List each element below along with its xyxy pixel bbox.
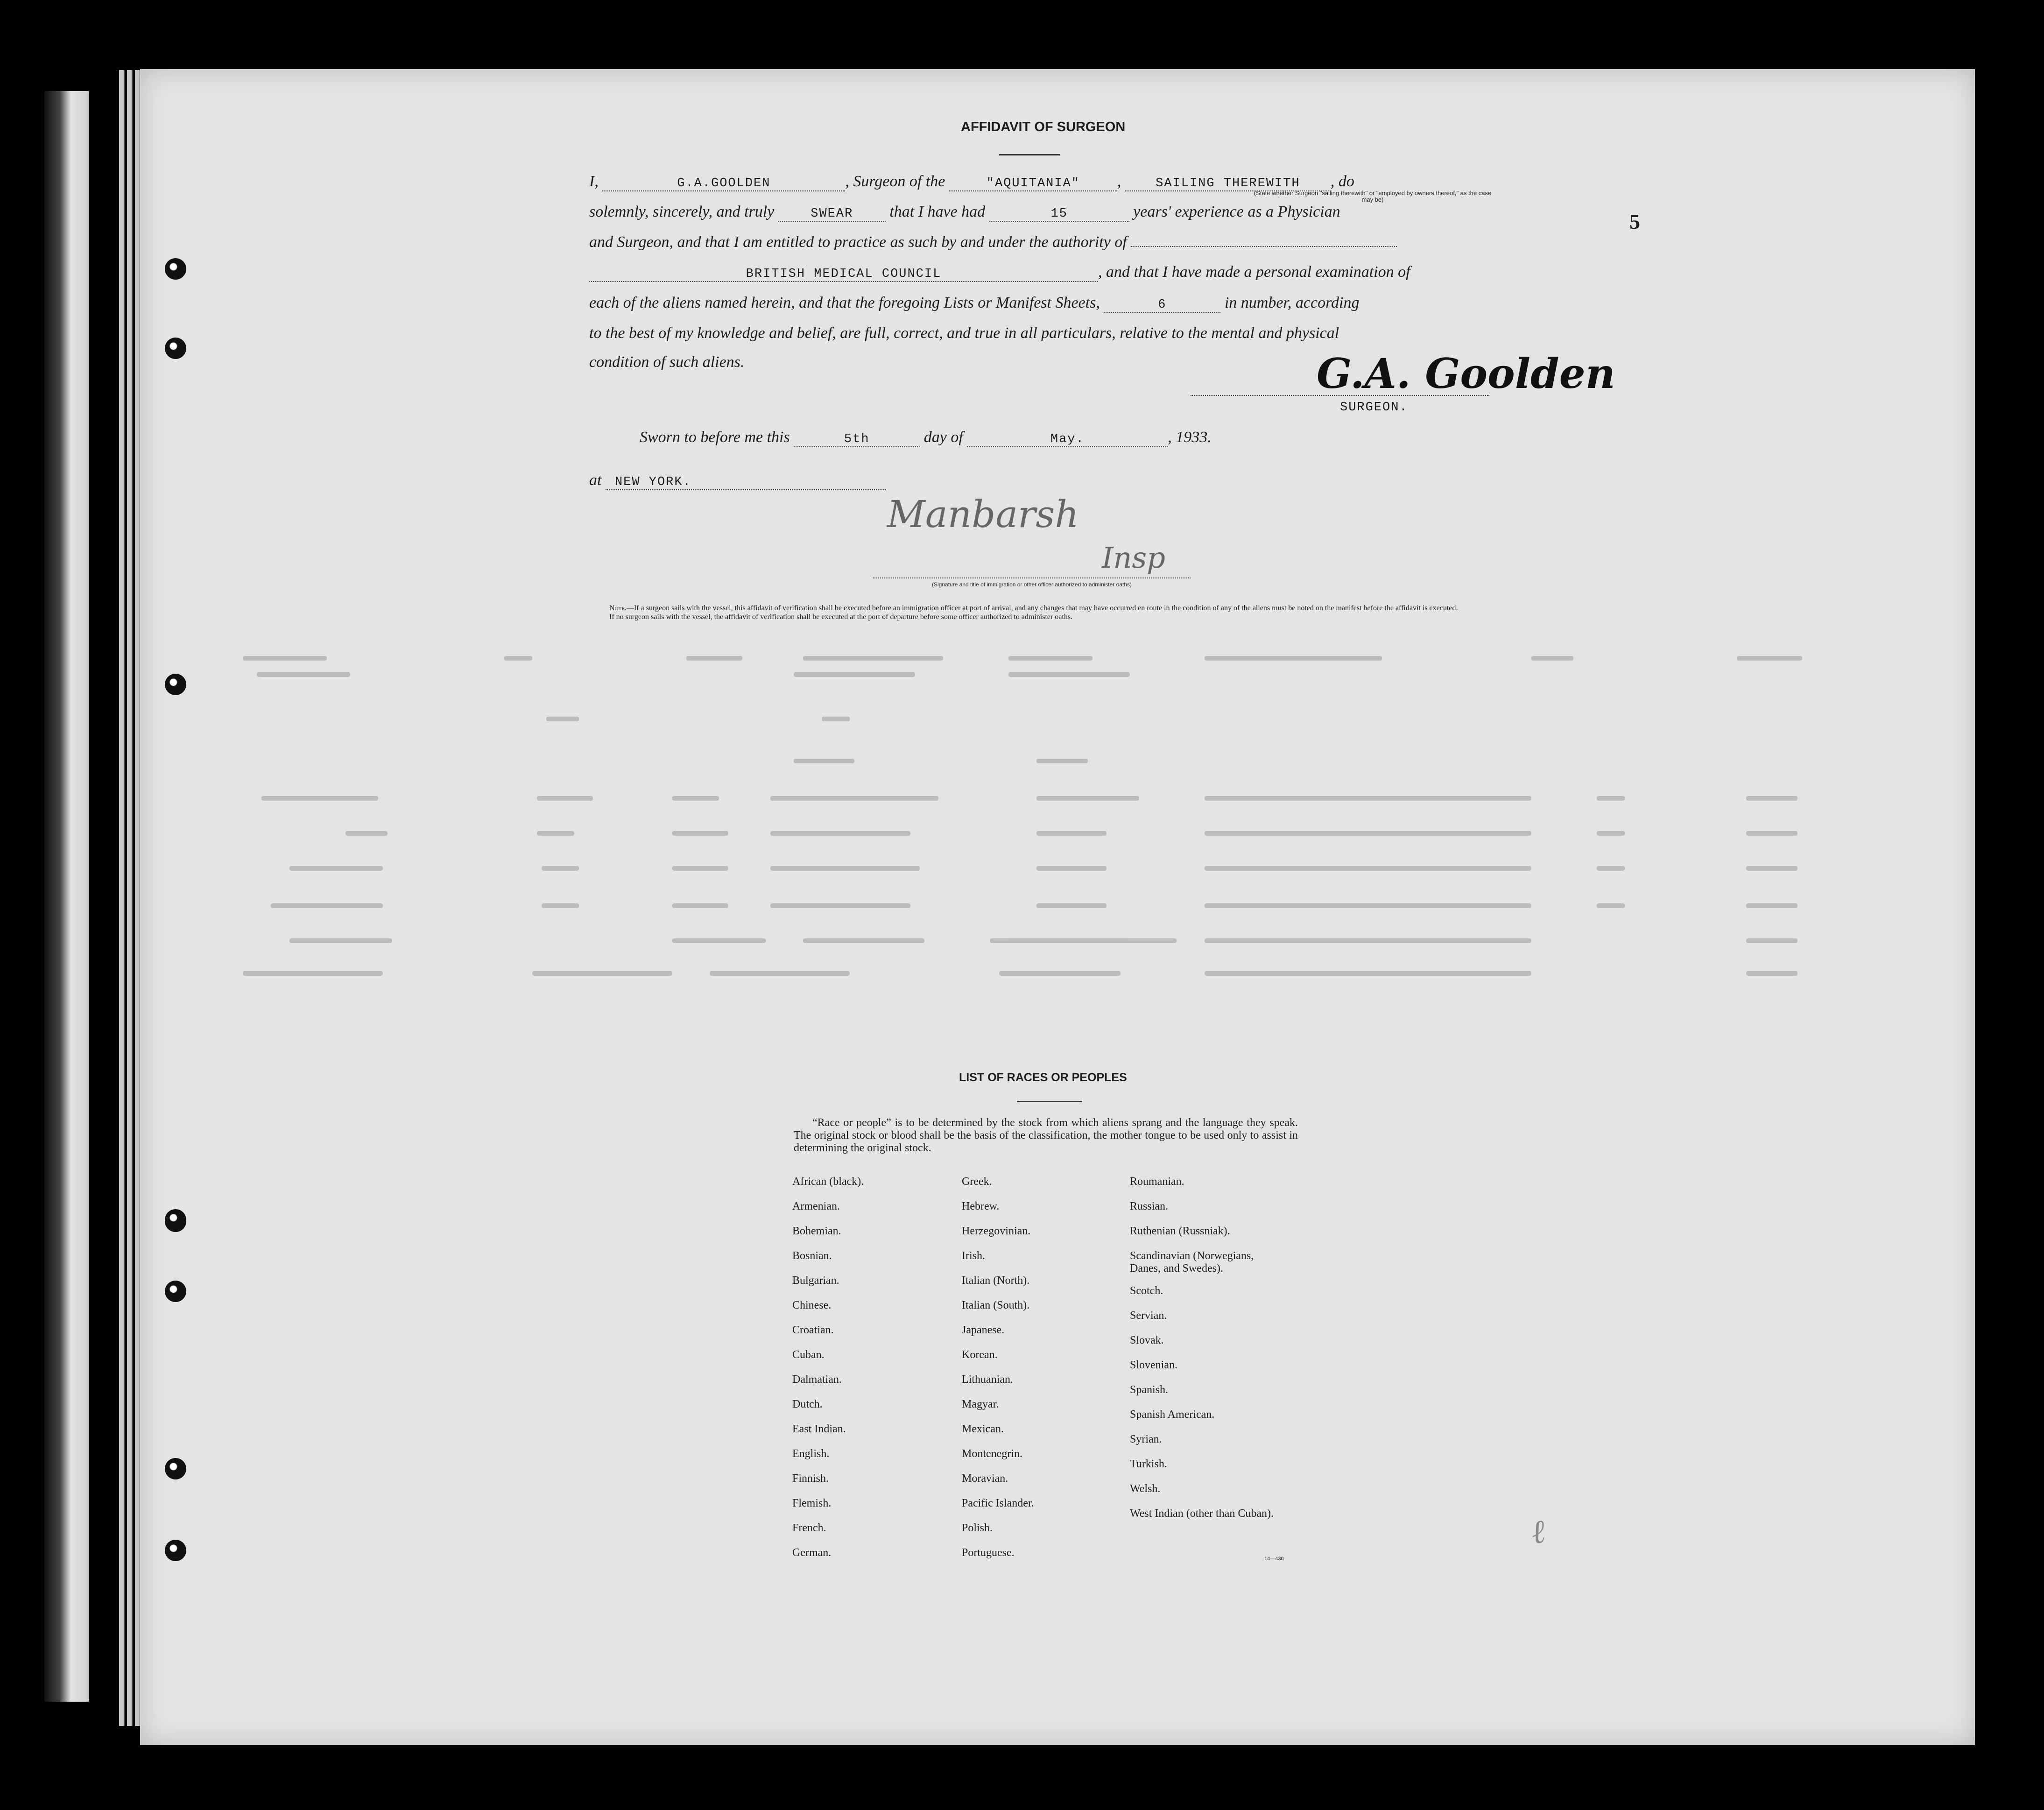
title-rule (999, 154, 1060, 155)
race-item: English. (792, 1448, 830, 1460)
race-item: Moravian. (962, 1472, 1008, 1485)
punch-hole (165, 1458, 186, 1479)
race-item: Hebrew. (962, 1200, 1000, 1212)
race-item: Scotch. (1130, 1285, 1163, 1297)
race-item: Bulgarian. (792, 1275, 839, 1287)
races-column-2 (962, 1176, 1034, 1571)
race-item: Portuguese. (962, 1547, 1015, 1559)
race-item: Spanish. (1130, 1384, 1169, 1396)
race-item: Bohemian. (792, 1225, 841, 1237)
race-item: Servian. (1130, 1310, 1167, 1322)
sheets-field: 6 (1104, 298, 1220, 313)
race-item: Magyar. (962, 1398, 999, 1410)
oath-field: SWEAR (778, 207, 886, 222)
surgeon-signature-line (1191, 395, 1489, 396)
race-item: Ruthenian (Russniak). (1130, 1225, 1230, 1237)
race-item: German. (792, 1547, 832, 1559)
affidavit-line-6: to the best of my knowledge and belief, are full, correct, and true in all particulars, relative to the mental and physical (589, 324, 1339, 342)
race-item: Italian (North). (962, 1275, 1030, 1287)
race-item: Polish. (962, 1522, 993, 1534)
race-item: Scandinavian (Norwegians, Danes, and Swedes). (1130, 1250, 1254, 1275)
sworn-month-field: May. (967, 432, 1168, 447)
punch-hole (165, 674, 186, 695)
page-number: 5 (1629, 210, 1640, 233)
affidavit-line-5: each of the aliens named herein, and that the foregoing Lists or Manifest Sheets, 6 in number, according (589, 294, 1360, 312)
surgeon-name-field: G.A.GOOLDEN (602, 176, 845, 191)
surgeon-status-field: SAILING THEREWITH (1125, 176, 1331, 191)
punch-hole (165, 1540, 186, 1561)
punch-hole (165, 1209, 186, 1231)
race-item: Japanese. (962, 1324, 1005, 1336)
race-item: Mexican. (962, 1423, 1004, 1435)
race-item: Dalmatian. (792, 1373, 842, 1386)
race-item: Herzegovinian. (962, 1225, 1031, 1237)
bleed-through-rows (243, 647, 1821, 983)
affidavit-line-1: I, G.A.GOOLDEN , Surgeon of the "AQUITANIA" , SAILING THEREWITH , do (589, 173, 1354, 190)
race-item: Lithuanian. (962, 1373, 1013, 1386)
race-item: Russian. (1130, 1200, 1169, 1212)
races-column-1 (792, 1176, 864, 1571)
surgeon-signature: G.A. Goolden (1317, 349, 1615, 398)
affidavit-note: Note.—If a surgeon sails with the vessel, this affidavit of verification shall be executed before an immigration officer at port of arrival, and any changes that may have occurred en route in the condition of any of the aliens must be noted on the manifest before the affidavit is executed. If no surgeon sails with the vessel, the affidavit of verification shall be executed at the port of departure before some officer authorized to administer oaths. (609, 604, 1458, 621)
affidavit-line-2: solemnly, sincerely, and truly SWEAR that I have had 15 years' experience as a Physician (589, 203, 1340, 221)
race-item: Italian (South). (962, 1299, 1030, 1311)
affidavit-line-7: condition of such aliens. (589, 353, 745, 371)
affidavit-title: AFFIDAVIT OF SURGEON (961, 120, 1126, 134)
race-item: French. (792, 1522, 826, 1534)
binder-edge (44, 91, 89, 1702)
race-item: Armenian. (792, 1200, 840, 1212)
race-item: Turkish. (1130, 1458, 1167, 1470)
race-item: Irish. (962, 1250, 985, 1262)
race-item: Syrian. (1130, 1433, 1162, 1445)
page-edge (119, 70, 125, 1726)
form-number: 14—430 (1264, 1556, 1284, 1562)
punch-hole (165, 1281, 186, 1302)
officer-signature: Manbarsh (887, 493, 1079, 536)
sworn-line: Sworn to before me this 5th day of May. , 1933. (640, 429, 1212, 446)
race-item: Spanish American. (1130, 1409, 1215, 1421)
race-item: Slovak. (1130, 1334, 1164, 1346)
race-item: Croatian. (792, 1324, 834, 1336)
affidavit-line-3: and Surgeon, and that I am entitled to practice as such by and under the authority of (589, 233, 1397, 251)
officer-caption: (Signature and title of immigration or other officer authorized to administer oaths) (932, 581, 1132, 588)
races-intro: “Race or people” is to be determined by the stock from which aliens sprang and the language they speak. The original stock or blood shall be the basis of the classification, the mother tongue to be used only to assist in determining the original stock. (794, 1117, 1298, 1154)
pencil-mark: ℓ (1529, 1512, 1548, 1552)
race-item: Montenegrin. (962, 1448, 1022, 1460)
race-item: Finnish. (792, 1472, 829, 1485)
authority-blank (1131, 246, 1397, 247)
race-item: Flemish. (792, 1497, 832, 1509)
sworn-day-field: 5th (794, 432, 920, 447)
years-field: 15 (989, 207, 1129, 222)
race-item: Cuban. (792, 1349, 825, 1361)
surgeon-label: SURGEON. (1340, 401, 1408, 415)
punch-hole (165, 338, 186, 359)
race-item: Korean. (962, 1349, 998, 1361)
race-item: West Indian (other than Cuban). (1130, 1507, 1274, 1520)
officer-title: Insp (1102, 541, 1165, 575)
race-item: Bosnian. (792, 1250, 832, 1262)
races-column-3 (1130, 1176, 1279, 1530)
race-item: Welsh. (1130, 1483, 1161, 1495)
race-item: Greek. (962, 1176, 992, 1188)
authority-field: BRITISH MEDICAL COUNCIL (589, 267, 1098, 282)
punch-hole (165, 258, 186, 280)
status-footnote: (State whether Surgeon "sailing therewith" or "employed by owners thereof," as the case may be) (1254, 190, 1492, 203)
race-item: Pacific Islander. (962, 1497, 1034, 1509)
races-title: LIST OF RACES OR PEOPLES (959, 1071, 1127, 1084)
race-item: East Indian. (792, 1423, 846, 1435)
races-title-rule (1017, 1101, 1082, 1102)
ship-name-field: "AQUITANIA" (949, 176, 1117, 191)
race-item: Slovenian. (1130, 1359, 1177, 1371)
race-item: African (black). (792, 1176, 864, 1188)
race-item: Roumanian. (1130, 1176, 1184, 1188)
place-line: at NEW YORK. (589, 472, 886, 490)
affidavit-line-4: BRITISH MEDICAL COUNCIL , and that I have made a personal examination of (589, 263, 1410, 282)
place-field: NEW YORK. (606, 475, 886, 490)
race-item: Chinese. (792, 1299, 832, 1311)
page-edge (127, 70, 133, 1726)
race-item: Dutch. (792, 1398, 823, 1410)
